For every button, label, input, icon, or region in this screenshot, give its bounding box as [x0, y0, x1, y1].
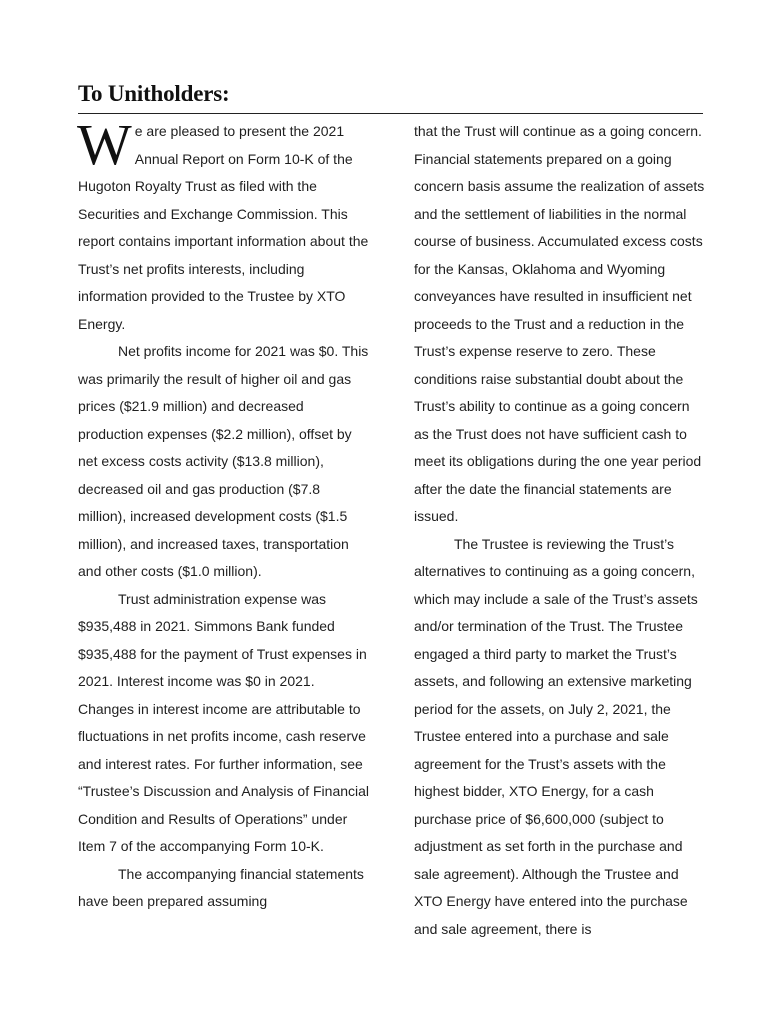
right-column	[414, 118, 708, 943]
left-paragraph-1-text: e are pleased to present the 2021 Annual Report on Form 10-K of the Hugoton Royalty Trust as filed with the Securities and Exchange Commission. This report contains important information about the Trust’s net profits interests, including information provided to the Trustee by XTO Energy.	[78, 123, 369, 332]
left-column	[77, 112, 370, 916]
left-paragraph-4: The accompanying financial statements have been prepared assuming	[78, 865, 364, 909]
heading-rule	[78, 113, 703, 114]
left-paragraph-3: Trust administration expense was $935,488 in 2021. Simmons Bank funded $935,488 for the payment of Trust expenses in 2021. Interest income was $0 in 2021. Changes in interest income are attributable to fluctuations in net profits income, cash reserve and interest rates. For further information, see “Trustee’s Discussion and Analysis of Financial Condition and Results of Operations” under Item 7 of the accompanying Form 10-K.	[78, 590, 370, 854]
left-paragraph-1	[77, 112, 370, 338]
right-paragraph-1: that the Trust will continue as a going concern. Financial statements prepared on a going concern basis assume the realization of assets and the settlement of liabilities in the normal course of business. Accumulated excess costs for the Kansas, Oklahoma and Wyoming conveyances have resulted in insufficient net proceeds to the Trust and a reduction in the Trust’s expense reserve to zero. These conditions raise substantial doubt about the Trust’s ability to continue as a going concern as the Trust does not have sufficient cash to meet its obligations during the one year period after the date the financial statements are issued.	[414, 123, 705, 524]
right-paragraph-2: The Trustee is reviewing the Trust’s alternatives to continuing as a going concern, which may include a sale of the Trust’s assets and/or termination of the Trust. The Trustee engaged a third party to market the Trust’s assets, and following an extensive marketing period for the assets, on July 2, 2021, the Trustee entered into a purchase and sale agreement for the Trust’s assets with the highest bidder, XTO Energy, for a cash purchase price of $6,600,000 (subject to adjustment as set forth in the purchase and sale agreement). Although the Trustee and XTO Energy have entered into the purchase and sale agreement, there is	[414, 535, 698, 937]
drop-cap: W	[77, 112, 132, 177]
left-paragraph-2: Net profits income for 2021 was $0. This was primarily the result of higher oil and gas prices ($21.9 million) and decreased production expenses ($2.2 million), offset by net excess costs activity ($13.8 million), decreased oil and gas production ($7.8 million), increased development costs ($1.5 million), and increased taxes, transportation and other costs ($1.0 million).	[78, 343, 369, 579]
page-heading: To Unitholders:	[78, 81, 230, 106]
